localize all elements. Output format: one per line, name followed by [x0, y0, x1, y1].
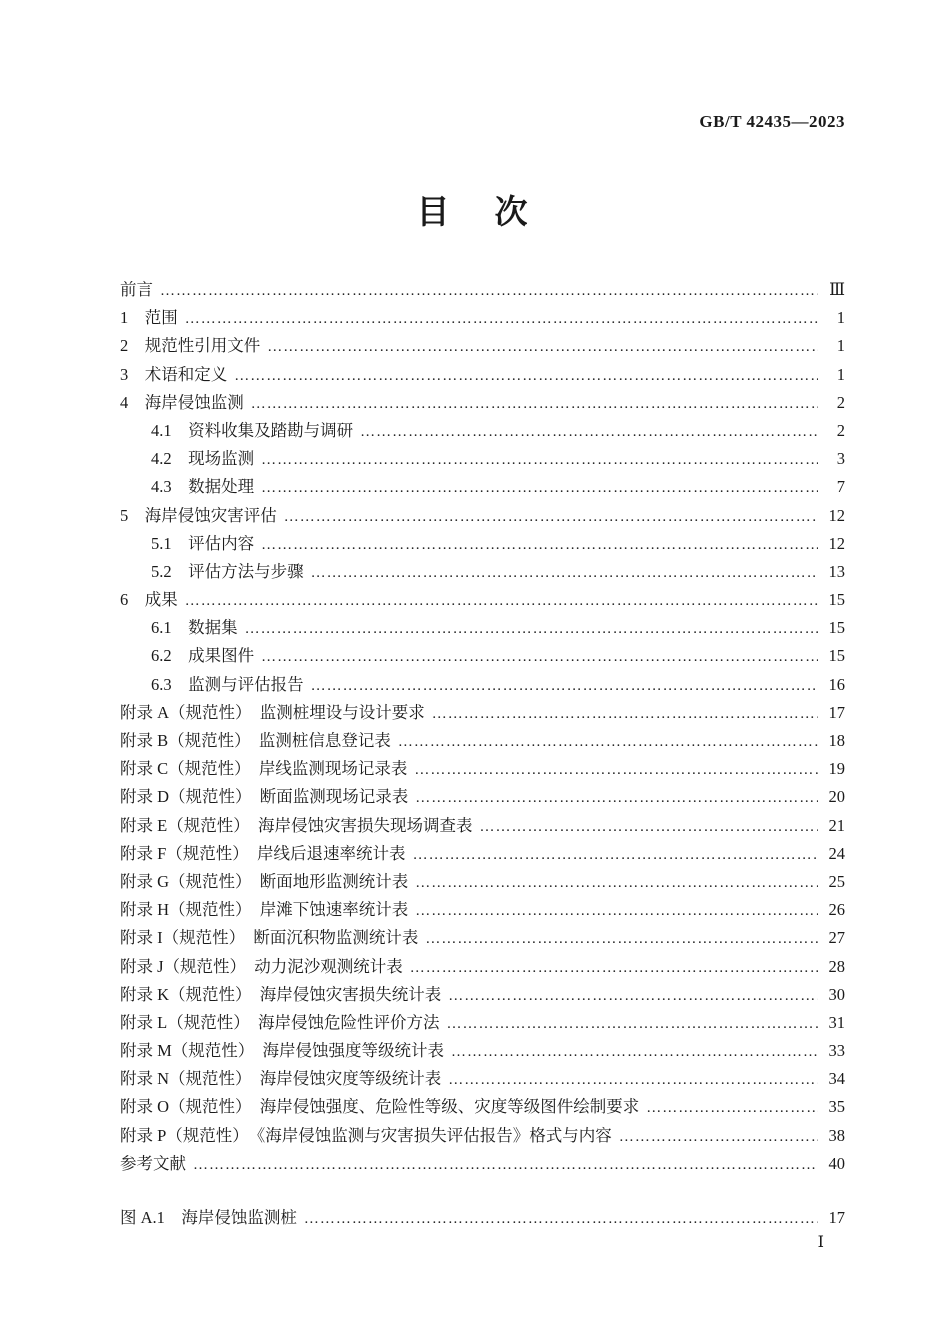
- toc-entry-page: 24: [828, 843, 845, 863]
- toc-entry-label: 3 术语和定义: [120, 364, 228, 384]
- toc-entry: [120, 840, 845, 868]
- toc-entry-label: 附录 L（规范性） 海岸侵蚀危险性评价方法: [120, 1012, 440, 1032]
- toc-entry-label: 前言: [120, 280, 153, 299]
- toc-entry-label: 6.2 成果图件: [151, 646, 255, 666]
- dot-leader: [479, 812, 818, 841]
- toc-entry: [120, 417, 845, 445]
- toc-entry-page: 34: [828, 1069, 845, 1089]
- toc-entry: [120, 304, 845, 332]
- dot-leader: [261, 445, 818, 474]
- toc-entry-page: 21: [828, 815, 845, 835]
- dot-leader: [415, 868, 818, 897]
- dot-leader: [311, 558, 818, 587]
- dot-leader: [415, 896, 818, 925]
- dot-leader: [425, 924, 818, 953]
- toc-entry-page: 20: [828, 787, 845, 807]
- toc-entry-label: 4.3 数据处理: [151, 477, 255, 497]
- toc-entry-page: 16: [828, 674, 845, 694]
- toc-entry-label: 附录 J（规范性） 动力泥沙观测统计表: [120, 956, 403, 976]
- dot-leader: [410, 953, 818, 982]
- dot-leader: [311, 671, 818, 700]
- page-number: Ⅰ: [817, 1234, 824, 1251]
- toc-entry-page: 33: [828, 1041, 845, 1061]
- toc-entry-page: 2: [836, 392, 845, 412]
- toc-entry-label: 4.2 现场监测: [151, 449, 255, 469]
- toc-entry-page: 40: [828, 1153, 845, 1173]
- dot-leader: [398, 727, 818, 756]
- toc-entry: [120, 1150, 845, 1178]
- toc-entry-label: 附录 G（规范性） 断面地形监测统计表: [120, 871, 409, 891]
- toc-entry-page: 15: [828, 646, 845, 666]
- toc-entry: [120, 1204, 845, 1232]
- toc-entry: [120, 1093, 845, 1121]
- toc-entry-label: 1 范围: [120, 308, 178, 328]
- toc-entry: [120, 981, 845, 1009]
- toc-entry-label: 附录 P（规范性） 《海岸侵蚀监测与灾害损失评估报告》格式与内容: [120, 1125, 612, 1145]
- toc-entry: [120, 586, 845, 614]
- toc-entry-page: 3: [836, 449, 845, 469]
- toc-entry-page: 26: [828, 900, 845, 920]
- page-footer: [818, 1232, 824, 1252]
- toc-entry: [120, 671, 845, 699]
- dot-leader: [193, 1150, 818, 1179]
- toc-entry-page: 31: [828, 1012, 845, 1032]
- toc-entry: [120, 473, 845, 501]
- toc-entry: [120, 1122, 845, 1150]
- toc-entry-label: 附录 C（规范性） 岸线监测现场记录表: [120, 759, 408, 779]
- toc-entry-page: 15: [828, 618, 845, 638]
- toc-entry-label: 参考文献: [120, 1153, 186, 1173]
- toc-entry: [120, 1037, 845, 1065]
- toc-entry: [120, 361, 845, 389]
- toc-entry-page: 30: [828, 984, 845, 1004]
- toc-entry-page: 27: [828, 928, 845, 948]
- toc-entry: [120, 502, 845, 530]
- toc-entry-label: 2 规范性引用文件: [120, 336, 261, 356]
- toc-entry-label: 附录 O（规范性） 海岸侵蚀强度、危险性等级、灾度等级图件绘制要求: [120, 1097, 640, 1117]
- toc-entry: [120, 614, 845, 642]
- dot-leader: [261, 530, 818, 559]
- toc-entry-page: 28: [828, 956, 845, 976]
- toc-entry: [120, 812, 845, 840]
- toc-entry-page: 13: [828, 561, 845, 581]
- dot-leader: [415, 783, 818, 812]
- toc-entry: [120, 558, 845, 586]
- dot-leader: [234, 361, 818, 390]
- toc-entry-page: 35: [828, 1097, 845, 1117]
- toc-entry-page: 1: [836, 308, 845, 328]
- toc-entry-label: 5.1 评估内容: [151, 533, 255, 553]
- dot-leader: [451, 1037, 818, 1066]
- toc-entry-label: 图 A.1 海岸侵蚀监测桩: [120, 1208, 297, 1227]
- dot-leader: [245, 614, 818, 643]
- toc-entry-page: 7: [836, 477, 845, 497]
- toc-entry: [120, 868, 845, 896]
- toc-entry-page: Ⅲ: [829, 280, 845, 299]
- toc-entry: [120, 727, 845, 755]
- toc-entry-label: 4.1 资料收集及踏勘与调研: [151, 420, 354, 440]
- dot-leader: [261, 642, 818, 671]
- dot-leader: [185, 304, 818, 333]
- toc-entry-page: 1: [836, 364, 845, 384]
- toc-entry-label: 附录 N（规范性） 海岸侵蚀灾度等级统计表: [120, 1069, 442, 1089]
- toc-entry: [120, 924, 845, 952]
- toc-entry: [120, 332, 845, 360]
- toc-entry: [120, 783, 845, 811]
- toc-entry: [120, 1009, 845, 1037]
- dot-leader: [251, 389, 818, 418]
- toc-entry-page: 2: [836, 420, 845, 440]
- dot-leader: [160, 276, 818, 305]
- toc-entry-page: 12: [828, 533, 845, 553]
- toc-entry-label: 附录 F（规范性） 岸线后退速率统计表: [120, 843, 406, 863]
- toc-entry: [120, 699, 845, 727]
- toc-entry-label: 5.2 评估方法与步骤: [151, 561, 304, 581]
- toc-entry-page: 1: [836, 336, 845, 356]
- dot-leader: [413, 840, 818, 869]
- toc-entry: [120, 896, 845, 924]
- toc-entry-label: 附录 M（规范性） 海岸侵蚀强度等级统计表: [120, 1041, 445, 1061]
- toc-entry-label: 附录 B（规范性） 监测桩信息登记表: [120, 731, 391, 750]
- dot-leader: [414, 755, 818, 784]
- dot-leader: [304, 1204, 818, 1233]
- toc-entry: [120, 276, 845, 304]
- toc-entry: [120, 755, 845, 783]
- standard-number: GB/T 42435—2023: [699, 112, 845, 131]
- figure-list: [120, 1204, 845, 1232]
- toc-entry-page: 19: [828, 759, 845, 779]
- toc-entry-label: 5 海岸侵蚀灾害评估: [120, 505, 277, 525]
- toc-entry-label: 附录 D（规范性） 断面监测现场记录表: [120, 787, 409, 807]
- toc-list: [120, 276, 845, 1178]
- dot-leader: [284, 502, 818, 531]
- toc-entry-page: 15: [828, 590, 845, 610]
- toc-entry-label: 6.3 监测与评估报告: [151, 674, 304, 694]
- toc-entry-page: 12: [828, 505, 845, 525]
- toc-entry: [120, 530, 845, 558]
- toc-entry: [120, 445, 845, 473]
- toc-entry-label: 附录 I（规范性） 断面沉积物监测统计表: [120, 928, 419, 948]
- toc-entry-label: 6.1 数据集: [151, 618, 238, 638]
- toc-entry-label: 4 海岸侵蚀监测: [120, 392, 244, 412]
- dot-leader: [432, 699, 818, 728]
- toc-entry-label: 附录 K（规范性） 海岸侵蚀灾害损失统计表: [120, 984, 442, 1004]
- toc-entry: [120, 642, 845, 670]
- toc-entry-page: 17: [828, 1208, 845, 1227]
- page-title: 目 次: [416, 195, 534, 231]
- toc-entry-label: 附录 E（规范性） 海岸侵蚀灾害损失现场调查表: [120, 815, 473, 835]
- document-header: [699, 112, 845, 132]
- toc-entry-label: 附录 H（规范性） 岸滩下蚀速率统计表: [120, 900, 409, 920]
- dot-leader: [267, 332, 818, 361]
- toc-entry: [120, 389, 845, 417]
- toc-entry: [120, 953, 845, 981]
- toc-entry-page: 17: [828, 702, 845, 722]
- dot-leader: [185, 586, 818, 615]
- dot-leader: [448, 981, 818, 1010]
- toc-entry-page: 18: [828, 731, 845, 750]
- dot-leader: [446, 1009, 818, 1038]
- toc-entry-label: 附录 A（规范性） 监测桩埋设与设计要求: [120, 702, 425, 722]
- toc-entry-page: 25: [828, 871, 845, 891]
- toc-entry-label: 6 成果: [120, 590, 178, 610]
- dot-leader: [360, 417, 818, 446]
- dot-leader: [261, 473, 818, 502]
- dot-leader: [448, 1065, 818, 1094]
- toc-entry: [120, 1065, 845, 1093]
- toc-entry-page: 38: [828, 1125, 845, 1145]
- dot-leader: [619, 1122, 818, 1151]
- dot-leader: [646, 1093, 818, 1122]
